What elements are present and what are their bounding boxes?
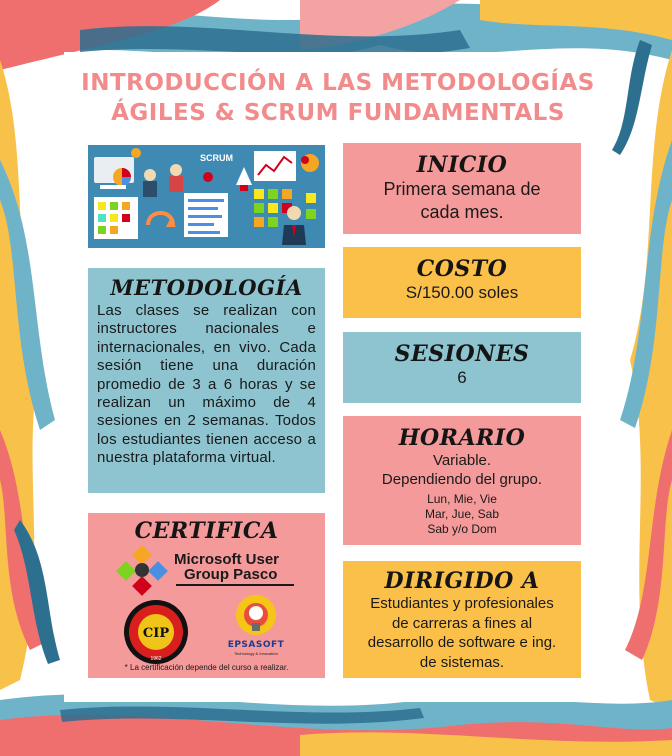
inicio-text-line-1: Primera semana de [383,179,541,199]
horario-line-3: Lun, Mie, Vie [427,492,497,506]
cip-seal-year: 1962 [150,656,162,662]
metodologia-card [88,268,325,493]
mug-logo-icon [115,546,175,596]
page-title [64,68,612,128]
certifica-card [88,513,325,678]
dirigido-line-4: de sistemas. [419,653,505,671]
scrum-illustration-graphic [88,145,325,248]
mug-name-line-2: Group Pasco [184,566,278,583]
scrum-illustration [88,145,325,248]
dirigido-line-1: Estudiantes y profesionales [370,595,554,612]
sesiones-text: 6 [457,368,467,387]
inicio-card [343,143,581,234]
inicio-heading: INICIO [416,152,508,178]
mug-underline [176,584,294,586]
costo-text: S/150.00 soles [405,283,519,302]
mug-name-line-1: Microsoft User [174,551,280,568]
cip-seal-letters: CIP [142,626,170,641]
epsasoft-name: EPSASOFT [227,640,285,650]
inicio-text [343,178,581,224]
horario-line-2: Dependiendo del grupo. [381,471,543,488]
scrum-label: SCRUM [200,153,233,163]
title-line-1: INTRODUCCIÓN A LAS METODOLOGÍAS [81,70,595,96]
horario-line-5: Sab y/o Dom [427,522,497,536]
inicio-text-line-2: cada mes. [420,202,504,222]
costo-heading: COSTO [416,256,508,282]
metodologia-text: Las clases se realizan con instructores nacionales e internacionales, en vivo. Cada sesión tiene una duración promedio de 3 a 6 horas y se realizan un máximo de 4 sesiones en 2 semanas. Todos los estudiantes tienen acceso a nuestra plataforma virtual. [97,302,316,467]
epsasoft-tagline: Technology & Innovation [234,651,278,656]
dirigido-line-3: desarrollo de software e ing. [367,634,557,651]
dirigido-heading: DIRIGIDO A [384,568,540,594]
horario-line-1: Variable. [432,452,492,469]
horario-line-4: Mar, Jue, Sab [424,507,500,521]
epsasoft-bulb-icon [232,593,280,637]
horario-heading: HORARIO [398,425,526,451]
certifica-note: * La certificación depende del curso a realizar. [124,663,289,672]
cip-seal-icon [122,598,190,666]
dirigido-card [343,561,581,678]
title-line-2: ÁGILES & SCRUM FUNDAMENTALS [111,100,565,126]
metodologia-heading: METODOLOGÍA [110,275,303,300]
sesiones-heading: SESIONES [394,341,530,367]
sesiones-card [343,332,581,403]
costo-card [343,247,581,318]
dirigido-line-2: de carreras a fines al [391,614,533,632]
certifica-heading: CERTIFICA [134,518,279,544]
horario-card [343,416,581,545]
mug-name [174,552,314,582]
dirigido-text [343,594,581,672]
